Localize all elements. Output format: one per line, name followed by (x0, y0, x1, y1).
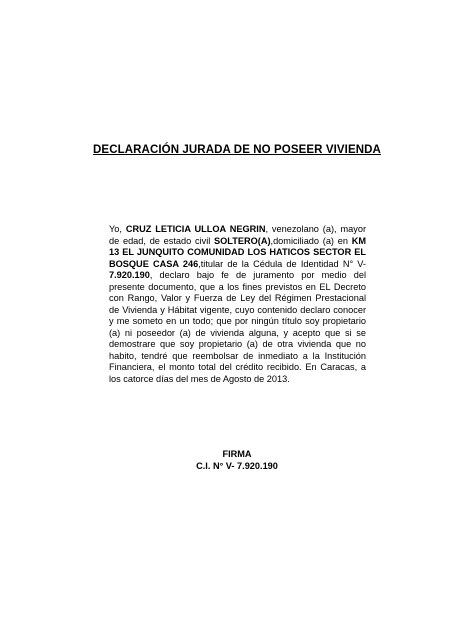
body-text-intro: Yo, (109, 224, 126, 234)
body-text-declaration: , declaro bajo fe de juramento por medio del presente documento, que a los fines previstos en EL Decreto con Rango, Valor y Fuerza de Ley del Régimen Prestacional de Vivienda y Hábitat vigente, cuyo contenido declaro conocer y me someto en un todo; que por ningún título soy propietario (a) ni poseedor (a) de vivienda alguna, y acepto que si se demostrare que soy propietario (a) de otra vivienda que no habito, tendré que reembolsar de inmediato a la Institución Financiera, el monto total del crédito recibido. En Caracas, a los catorce días del mes de Agosto de 2013. (109, 270, 366, 384)
body-text-id-label: ,titular de la Cédula de Identidad N° V- (198, 258, 366, 269)
signature-block (0, 449, 474, 472)
declaration-paragraph (109, 224, 366, 385)
declarant-address: KM 13 EL JUNQUITO COMUNIDAD LOS HATICOS SECTOR EL BOSQUE CASA 246 (109, 235, 366, 269)
body-text-domicile: ,domiciliado (a) en (270, 235, 352, 246)
declarant-id-number: 7.920.190 (109, 270, 150, 280)
signature-label: FIRMA (222, 449, 252, 459)
declarant-name: CRUZ LETICIA ULLOA NEGRIN (125, 224, 266, 234)
civil-status: SOLTERO(A) (214, 235, 271, 246)
body-text-nationality: , venezolano (a), mayor de edad, de estado civil (109, 224, 367, 246)
document-title: DECLARACIÓN JURADA DE NO POSEER VIVIENDA (93, 144, 381, 156)
signature-id-line: C.I. N° V- 7.920.190 (196, 460, 278, 471)
